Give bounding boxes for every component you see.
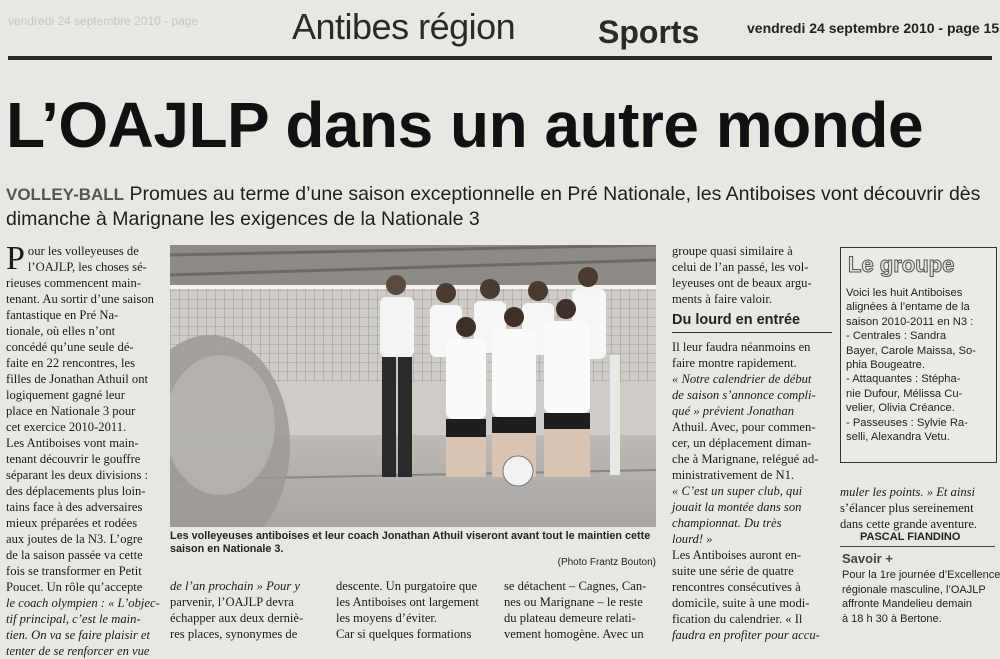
article-column-4-top xyxy=(672,243,832,307)
text-line: régionale masculine, l’OAJLP xyxy=(842,583,986,596)
text-line: faire montre rapidement. xyxy=(672,356,797,370)
text-line: Bayer, Carole Maissa, So- xyxy=(846,344,976,357)
text-line: ministrativement de N1. xyxy=(672,468,795,482)
text-line: jouait la montée dans son xyxy=(672,500,802,514)
text-line: celui de l’an passé, les vol- xyxy=(672,260,809,274)
text-line: saison 2010-2011 en N3 : xyxy=(846,315,974,328)
text-line: faite en 22 rencontres, les xyxy=(6,356,136,370)
section-region: Antibes région xyxy=(292,6,516,47)
text-line: cet exercice 2010-2011. xyxy=(6,420,127,434)
text-line: s’élancer plus sereinement xyxy=(840,501,974,515)
text-line: championnat. Du très xyxy=(672,516,782,530)
text-line: leyeuses ont de beaux argu- xyxy=(672,276,812,290)
text-line: our les volleyeuses de xyxy=(27,244,139,258)
text-line: échapper aux deux derniè- xyxy=(170,611,304,625)
box-text xyxy=(846,286,992,444)
text-line: de saison s’annonce compli- xyxy=(672,388,816,402)
box-title: Le groupe xyxy=(848,252,955,277)
text-line: - Centrales : Sandra xyxy=(846,330,947,343)
text-line: le coach olympien : « L’objec- xyxy=(6,596,160,610)
text-line: velier, Olivia Créance. xyxy=(846,402,955,415)
text-line: Pour la 1re journée d’Excellence xyxy=(842,569,1000,581)
text-line: tenant. Au sortir d’une saison xyxy=(6,292,154,306)
savoir-text xyxy=(842,568,1000,626)
text-line: du plateau demeure relati- xyxy=(504,611,636,625)
text-line: les Antiboises ont largement xyxy=(336,595,479,609)
photo-caption xyxy=(170,530,656,569)
text-line: alignées à l’entame de la xyxy=(846,301,970,314)
text-line: filles de Jonathan Athuil ont xyxy=(6,372,149,386)
article-column-4-bottom xyxy=(504,578,660,642)
text-line: Athuil. Avec, pour commen- xyxy=(672,420,816,434)
text-line: tenter de se renforcer en vue xyxy=(6,644,150,658)
text-line: ments à faire valoir. xyxy=(672,292,773,306)
text-line: fois se transformer en Petit xyxy=(6,564,142,578)
text-line: faudra en profiter pour accu- xyxy=(672,628,820,642)
dropcap: P xyxy=(6,240,25,277)
text-line: suite une série de quatre xyxy=(672,564,794,578)
text-line: muler les points. » Et ainsi xyxy=(840,485,976,499)
text-line: Poucet. Un rôle qu’accepte xyxy=(6,580,143,594)
team-photo xyxy=(170,245,656,527)
article-column-2 xyxy=(170,578,326,642)
text-line: nes ou Marignane – le reste xyxy=(504,595,643,609)
text-line: se détachent – Cagnes, Can- xyxy=(504,579,647,593)
text-line: cer, un déplacement diman- xyxy=(672,436,812,450)
text-line: lourd! » xyxy=(672,532,713,546)
text-line: les moyens d’éviter. xyxy=(336,611,438,625)
text-line: che à Marignane, relégué ad- xyxy=(672,452,819,466)
text-line: à 18 h 30 à Bertone. xyxy=(842,612,942,625)
text-line: - Passeuses : Sylvie Ra- xyxy=(846,416,968,429)
text-line: séparant les deux divisions : xyxy=(6,468,149,482)
text-line: Il leur faudra néanmoins en xyxy=(672,340,811,354)
text-line: l’OAJLP, les choses sé- xyxy=(27,260,147,274)
article-column-4-body xyxy=(672,339,832,643)
text-line: Les Antiboises auront en- xyxy=(672,548,802,562)
text-line: tif principal, c’est le main- xyxy=(6,612,141,626)
text-line: logiquement gagné leur xyxy=(6,388,125,402)
text-line: mieux préparées et rodées xyxy=(6,516,138,530)
subheading: Du lourd en entrée xyxy=(672,312,801,328)
text-line: « C’est un super club, qui xyxy=(672,484,803,498)
text-line: rieuses commencent main- xyxy=(6,276,141,290)
savoir-rule xyxy=(840,546,995,547)
text-line: descente. Un purgatoire que xyxy=(336,579,478,593)
text-line: fantastique en Pré Na- xyxy=(6,308,119,322)
text-line: concédé qu’une seule dé- xyxy=(6,340,134,354)
text-line: affronte Mandelieu demain xyxy=(842,598,973,610)
article-column-5 xyxy=(840,484,995,532)
text-line: domicile, suite à une modi- xyxy=(672,596,810,610)
headline: L’OAJLP dans un autre monde xyxy=(6,89,924,161)
header-rule xyxy=(8,56,992,60)
text-line: place en Nationale 3 pour xyxy=(6,404,136,418)
text-line: tains face à des adversaires xyxy=(6,500,143,514)
text-line: tien. On va se faire plaisir et xyxy=(6,628,150,642)
article-column-3 xyxy=(336,578,492,642)
article-column-1 xyxy=(6,240,164,659)
section-sport: Sports xyxy=(598,14,700,50)
text-line: - Attaquantes : Stépha- xyxy=(846,373,961,386)
subheading-rule xyxy=(672,332,832,333)
date-page: vendredi 24 septembre 2010 - page 15 xyxy=(747,20,1000,36)
kicker: VOLLEY-BALL xyxy=(6,185,125,204)
caption-text: Les volleyeuses antiboises et leur coach Jonathan Athuil viseront avant tout le maintien cette saison en Nationale 3. xyxy=(170,530,651,555)
photo-credit: (Photo Frantz Bouton) xyxy=(557,557,656,568)
deck-text: Promues au terme d’une saison exceptionnelle en Pré Nationale, les Antiboises vont découvrir dès dimanche à Marignane les exigences de la Nationale 3 xyxy=(6,183,981,230)
text-line: Voici les huit Antiboises xyxy=(846,287,963,299)
text-line: nie Dufour, Mélissa Cu- xyxy=(846,387,963,400)
text-line: res places, synonymes de xyxy=(170,627,298,641)
text-line: rencontres consécutives à xyxy=(672,580,801,594)
author-signature: PASCAL FIANDINO xyxy=(860,531,961,543)
text-line: tenant découvrir le gouffre xyxy=(6,452,141,466)
text-line: Les Antiboises vont main- xyxy=(6,436,139,450)
text-line: dans cette grande aventure. xyxy=(840,517,978,531)
text-line: vement homogène. Avec un xyxy=(504,627,644,641)
text-line: fication du calendrier. « Il xyxy=(672,612,803,626)
text-line: « Notre calendrier de début xyxy=(672,372,812,386)
deck xyxy=(6,182,996,232)
text-line: tionale, où elles n’ont xyxy=(6,324,116,338)
text-line: selli, Alexandra Vetu. xyxy=(846,431,950,444)
text-line: parvenir, l’OAJLP devra xyxy=(170,595,294,609)
text-line: des déplacements plus loin- xyxy=(6,484,146,498)
text-line: qué » prévient Jonathan xyxy=(672,404,795,418)
text-line: phia Bougeatre. xyxy=(846,359,925,372)
savoir-title: Savoir + xyxy=(842,551,893,566)
text-line: aux joutes de la N3. L’ogre xyxy=(6,532,143,546)
text-line: de la saison passée va cette xyxy=(6,548,143,562)
text-line: groupe quasi similaire à xyxy=(672,244,793,258)
text-line: de l’an prochain » Pour y xyxy=(170,579,300,593)
ghost-header-text: vendredi 24 septembre 2010 - page xyxy=(8,14,199,28)
text-line: Car si quelques formations xyxy=(336,627,472,641)
team-photo-svg xyxy=(170,245,656,527)
